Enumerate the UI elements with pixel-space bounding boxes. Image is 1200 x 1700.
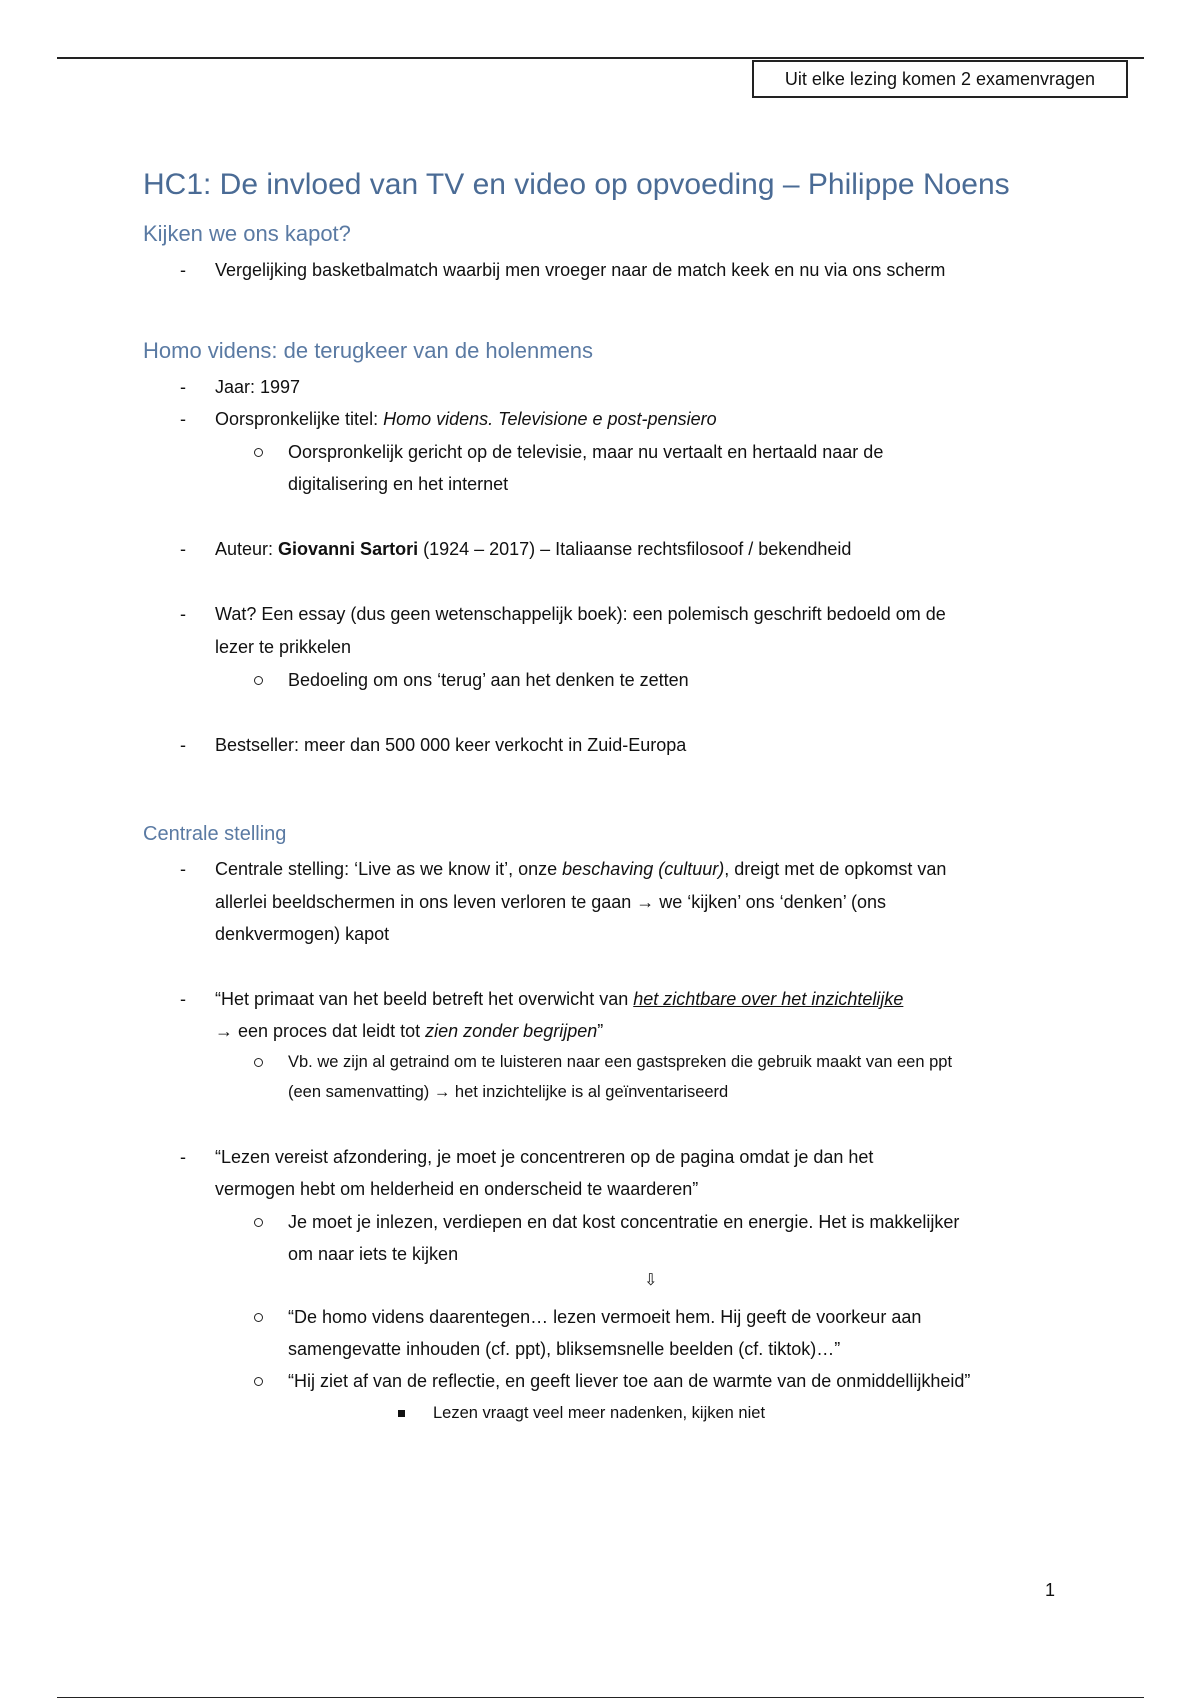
primaat-text: → een proces dat leidt tot — [215, 1021, 426, 1041]
sub-sub-item: Lezen vraagt veel meer nadenken, kijken niet — [433, 1404, 766, 1422]
stelling-text-a: Centrale stelling: ‘Live as we know it’, onze — [215, 859, 563, 879]
stelling-line — [215, 857, 946, 881]
circle-bullet — [254, 448, 263, 457]
top-rule — [57, 57, 1144, 59]
dash-bullet: - — [180, 859, 186, 879]
dash-bullet: - — [180, 260, 186, 280]
sub-item-line: Je moet je inlezen, verdiepen en dat kost concentratie en energie. Het is makkelijker — [288, 1212, 960, 1232]
dash-bullet: - — [180, 409, 186, 429]
quote-lezen-line: “Lezen vereist afzondering, je moet je concentreren op de pagina omdat je dan het — [215, 1147, 874, 1167]
down-arrow-icon: ⇩ — [644, 1272, 658, 1289]
heading-homo-videns: Homo videns: de terugkeer van de holenmens — [143, 338, 594, 363]
primaat-text: “Het primaat van het beeld betreft het overwicht van — [215, 989, 634, 1009]
heading-kijken: Kijken we ons kapot? — [143, 221, 351, 246]
auteur-name: Giovanni Sartori — [278, 539, 419, 559]
sub-item-line: samengevatte inhouden (cf. ppt), bliksemsnelle beelden (cf. tiktok)…” — [288, 1339, 841, 1359]
sub-item-line: Oorspronkelijk gericht op de televisie, maar nu vertaalt en hertaald naar de — [288, 442, 884, 462]
circle-bullet — [254, 1377, 263, 1386]
item-titel — [215, 407, 717, 431]
sub-item-line: “De homo videns daarentegen… lezen vermoeit hem. Hij geeft de voorkeur aan — [288, 1307, 922, 1327]
primaat-close: ” — [597, 1021, 604, 1041]
sub-item-line: (een samenvatting) → het inzichtelijke is al geïnventariseerd — [288, 1083, 729, 1101]
stelling-italic: beschaving (cultuur) — [562, 859, 725, 879]
sub-item-line: om naar iets te kijken — [288, 1244, 459, 1264]
sub-item-line: digitalisering en het internet — [288, 474, 509, 494]
item-titel-prefix: Oorspronkelijke titel: — [215, 409, 384, 429]
quote-primaat-line — [215, 1019, 603, 1043]
dash-bullet: - — [180, 1147, 186, 1167]
dash-bullet: - — [180, 604, 186, 624]
item-wat-line: lezer te prikkelen — [215, 637, 352, 657]
circle-bullet — [254, 1058, 263, 1067]
item-titel-italic: Homo videns. Televisione e post-pensiero — [383, 409, 717, 429]
stelling-text-b: , dreigt met de opkomst van — [724, 859, 947, 879]
quote-lezen-line: vermogen hebt om helderheid en onderscheid te waarderen” — [215, 1179, 699, 1199]
dash-bullet: - — [180, 377, 186, 397]
circle-bullet — [254, 676, 263, 685]
item-wat-line: Wat? Een essay (dus geen wetenschappelijk boek): een polemisch geschrift bedoeld om de — [215, 604, 946, 624]
page-title: HC1: De invloed van TV en video op opvoeding – Philippe Noens — [143, 168, 1010, 201]
dash-bullet: - — [180, 989, 186, 1009]
list-item: Vergelijking basketbalmatch waarbij men vroeger naar de match keek en nu via ons scherm — [215, 260, 946, 280]
item-jaar: Jaar: 1997 — [215, 377, 301, 397]
circle-bullet — [254, 1218, 263, 1227]
quote-primaat-line — [215, 987, 903, 1011]
page-number: 1 — [1045, 1580, 1056, 1600]
auteur-prefix: Auteur: — [215, 539, 279, 559]
exam-note-box — [752, 60, 1128, 98]
auteur-suffix: (1924 – 2017) – Italiaanse rechtsfilosoof / bekendheid — [418, 539, 852, 559]
sub-item-line: Bedoeling om ons ‘terug’ aan het denken te zetten — [288, 670, 689, 690]
dash-bullet: - — [180, 539, 186, 559]
heading-centrale-stelling: Centrale stelling — [143, 823, 287, 845]
bottom-rule — [57, 1697, 1144, 1698]
circle-bullet — [254, 1313, 263, 1322]
stelling-line: denkvermogen) kapot — [215, 924, 390, 944]
dash-bullet: - — [180, 735, 186, 755]
sub-item-line: Vb. we zijn al getraind om te luisteren naar een gastspreken die gebruik maakt van een ppt — [288, 1053, 953, 1071]
primaat-underlined: het zichtbare over het inzichtelijke — [633, 989, 904, 1009]
stelling-line: allerlei beeldschermen in ons leven verloren te gaan → we ‘kijken’ ons ‘denken’ (ons — [215, 892, 887, 912]
item-bestseller: Bestseller: meer dan 500 000 keer verkocht in Zuid-Europa — [215, 735, 687, 755]
item-auteur — [215, 537, 851, 561]
primaat-italic: zien zonder begrijpen — [425, 1021, 598, 1041]
sub-item-line: “Hij ziet af van de reflectie, en geeft liever toe aan de warmte van de onmiddellijkheid” — [288, 1371, 971, 1391]
exam-note-text: Uit elke lezing komen 2 examenvragen — [784, 68, 1096, 89]
square-bullet — [398, 1410, 405, 1417]
